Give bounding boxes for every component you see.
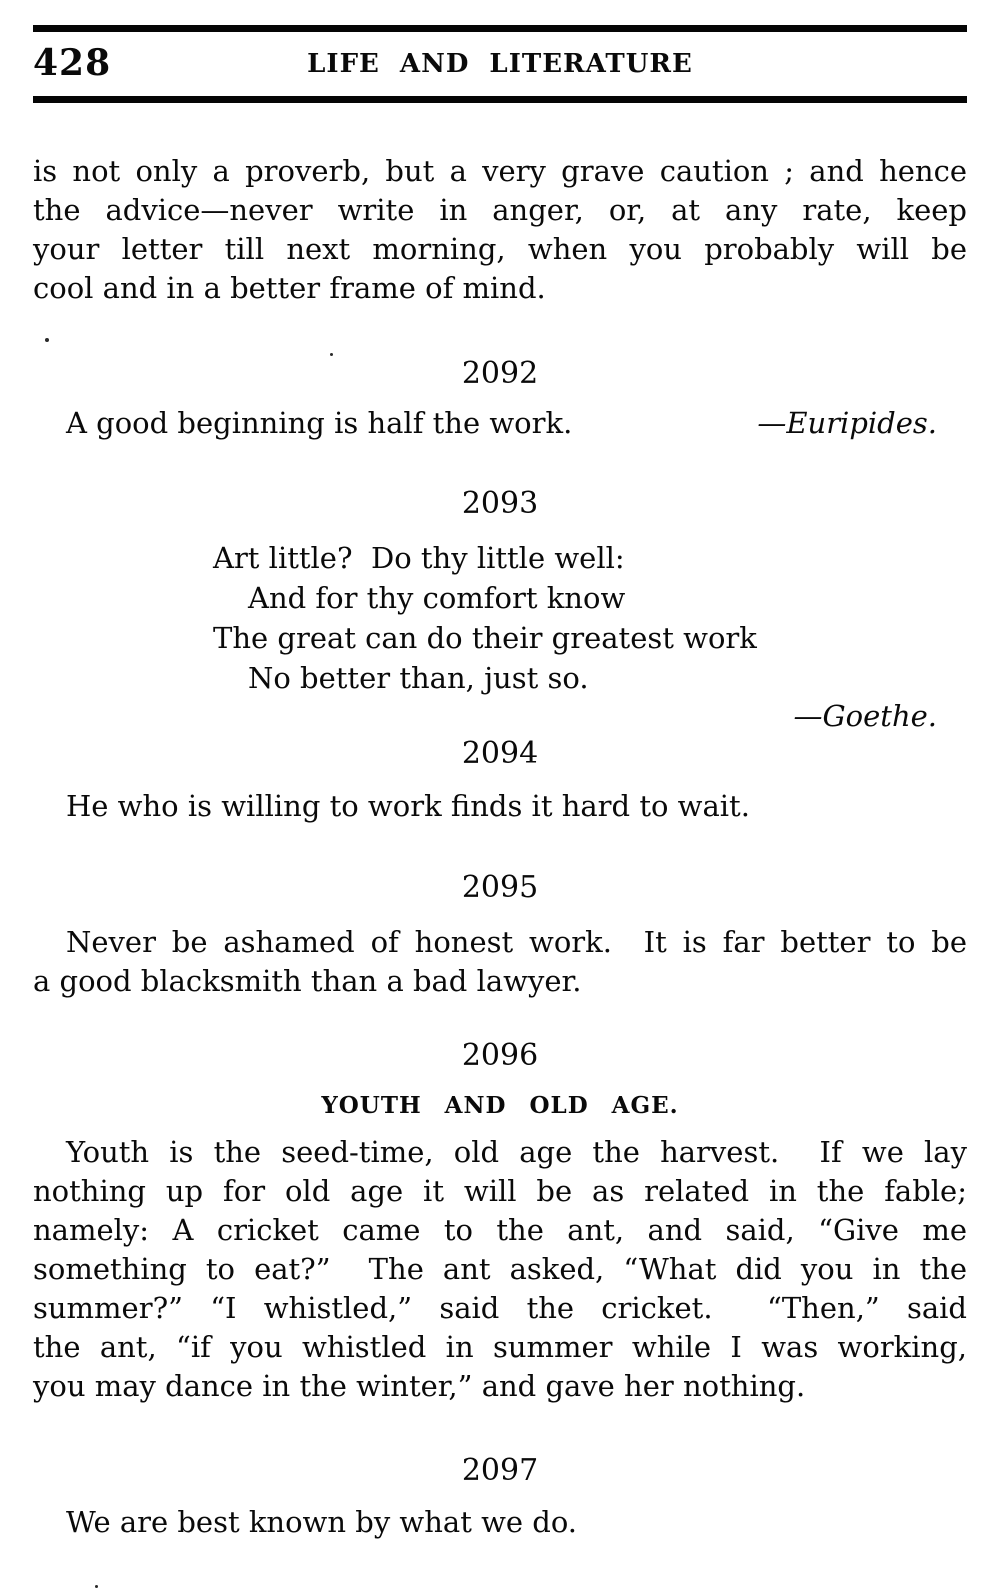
text-line: The great can do their greatest work: [213, 621, 757, 655]
quote-paragraph: [33, 787, 967, 826]
section-2093: [33, 487, 967, 733]
text-line: the advice—never write in anger, or, at any rate, keep: [33, 193, 967, 227]
page-title: LIFE AND LITERATURE: [307, 49, 693, 79]
text-line: He who is willing to work finds it hard to wait.: [66, 789, 750, 823]
attribution-text: —Goethe.: [793, 699, 937, 733]
section-number: 2094: [461, 736, 539, 771]
section-heading: YOUTH AND OLD AGE.: [321, 1092, 679, 1119]
book-page: [0, 25, 1000, 1595]
text-line: No better than, just so.: [248, 661, 589, 695]
text-line: your letter till next morning, when you probably will be: [33, 232, 967, 266]
text-line: nothing up for old age it will be as related in the fable;: [33, 1174, 967, 1208]
attribution: —Euripides.: [757, 406, 937, 440]
page-header: [33, 32, 967, 96]
text-line: the ant, “if you whistled in summer while I was working,: [33, 1330, 967, 1364]
text-line: Never be ashamed of honest work. It is far better to be: [66, 925, 967, 959]
section-2094: [33, 737, 967, 826]
section-2095: [33, 871, 967, 1001]
intro-paragraph: [33, 152, 967, 308]
text-line: We are best known by what we do.: [66, 1505, 578, 1539]
text-line: something to eat?” The ant asked, “What did you in the: [33, 1252, 967, 1286]
text-line: Youth is the seed-time, old age the harvest. If we lay: [66, 1135, 967, 1169]
scan-speck: [45, 338, 49, 342]
header-rule-bottom: [33, 96, 967, 103]
section-number: 2095: [461, 870, 539, 905]
quote-text: A good beginning is half the work.: [66, 406, 573, 440]
section-number: 2096: [461, 1038, 539, 1073]
text-line: you may dance in the winter,” and gave her nothing.: [33, 1369, 806, 1403]
fable-paragraph: [33, 1133, 967, 1406]
section-number: 2092: [461, 356, 539, 391]
quote-paragraph: [33, 1503, 967, 1542]
section-2092: [33, 357, 967, 443]
page-number: 428: [33, 42, 112, 84]
scan-speck: [330, 353, 333, 356]
quote-paragraph: [33, 923, 967, 1001]
section-2096: [33, 1039, 967, 1406]
text-line: a good blacksmith than a bad lawyer.: [33, 964, 582, 998]
scan-speck: [95, 1585, 98, 1588]
text-line: And for thy comfort know: [248, 581, 626, 615]
text-line: cool and in a better frame of mind.: [33, 271, 546, 305]
section-number: 2097: [461, 1453, 539, 1488]
quote-line: [33, 404, 967, 443]
section-number: 2093: [461, 486, 539, 521]
text-line: Art little? Do thy little well:: [213, 541, 625, 575]
text-line: namely: A cricket came to the ant, and said, “Give me: [33, 1213, 967, 1247]
text-line: summer?” “I whistled,” said the cricket. “Then,” said: [33, 1291, 967, 1325]
header-rule-top: [33, 25, 967, 32]
attribution: [33, 699, 967, 733]
text-line: is not only a proverb, but a very grave caution ; and hence: [33, 154, 967, 188]
poem: [213, 538, 757, 698]
section-2097: [33, 1454, 967, 1542]
